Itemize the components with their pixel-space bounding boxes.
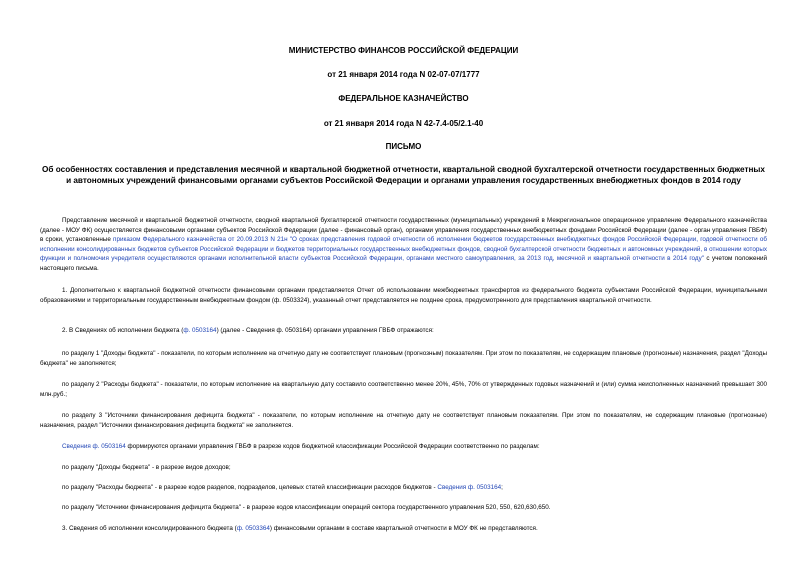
paragraph-3-text-end: ) финансовыми органами в составе квартальной отчетности в МОУ ФК не представляются. xyxy=(269,525,538,532)
paragraph-formation-text: формируются органами управления ГВБФ в разрезе кодов бюджетной классификации Российской Федерации соответственно по разделам: xyxy=(125,443,540,450)
intro-text-end: с учетом положений настоящего письма. xyxy=(40,255,767,272)
svedeniya-0503164-link-2[interactable]: Сведения ф. 0503164 xyxy=(437,484,502,491)
treasury-heading: ФЕДЕРАЛЬНОЕ КАЗНАЧЕЙСТВО xyxy=(338,94,469,103)
form-0503364-link[interactable]: ф. 0503364 xyxy=(236,525,270,532)
paragraph-sources: по разделу 3 "Источники финансирования дефицита бюджета" - показатели, по которым исполнение на отчетную дату не соответствует плановым показателям. При этом по показателям, не содержащим плановые (прогнозные) назначения, раздел "Источники финансирования дефицита бюджета" не заполняется. xyxy=(40,412,767,429)
paragraph-expense-codes-end: ; xyxy=(501,484,503,491)
intro-paragraph xyxy=(40,216,767,274)
paragraph-formation xyxy=(40,442,767,452)
paragraph-3-text: 3. Сведения об исполнении консолидированного бюджета ( xyxy=(62,525,237,532)
treasury-date: от 21 января 2014 года N 42-7.4-05/2.1-40 xyxy=(323,119,484,128)
paragraph-source-codes: по разделу "Источники финансирования дефицита бюджета" - в разрезе кодов классификации операций сектора государственного управления 520, 550, 620,630,650. xyxy=(62,504,551,511)
order-21n-link[interactable]: приказом Федерального казначейства от 20.09.2013 N 21н "О сроках представления годовой отчетности об исполнении бюджетов государственных внебюджетных фондов Российской Федерации, годовой отчетности об исполнении консолидированных бюджетов субъектов Российской Федерации и бюджетов территориальных государственных внебюджетных фондов, сводной бухгалтерской отчетности бюджетных и автономных учреждений, в отношении которых функции и полномочия учредителя осуществляются органами исполнительной власти субъектов Российской Федерации, органами местного самоуправления, за 2013 год, месячной и квартальной отчетности в 2014 году" xyxy=(40,236,767,263)
svedeniya-0503164-link[interactable]: Сведения ф. 0503164 xyxy=(62,443,126,450)
paragraph-3 xyxy=(40,524,767,534)
intro-text-start: Представление месячной и квартальной бюджетной отчетности, сводной квартальной бухгалтерской отчетности государственных (муниципальных) учреждений в Межрегиональное операционное управление Федерального казначейства (далее - МОУ ФК) осуществляется финансовыми органами субъектов Российской Федерации (далее - финансовый орган), органами управления государственных внебюджетных фондами Российской Федерации (далее - орган управления ГВБФ) в сроки, установленные xyxy=(40,217,767,244)
paragraph-2-text-end: ) (далее - Сведения ф. 0503164) органами управления ГВБФ отражаются: xyxy=(216,327,434,334)
paragraph-expense-codes-text: по разделу "Расходы бюджета" - в разрезе кодов разделов, подразделов, целевых статей классификации расходов бюджетов - xyxy=(62,484,438,491)
paragraph-2 xyxy=(40,326,767,336)
paragraph-revenue-types: по разделу "Доходы бюджета" - в разрезе видов доходов; xyxy=(62,464,231,471)
paragraph-1: 1. Дополнительно к квартальной бюджетной отчетности финансовыми органами представляется Отчет об использовании межбюджетных трансфертов из федерального бюджета субъектами Российской Федерации, муниципальными образованиями и территориальным государственным внебюджетным фондом (ф. 0503324), указанный отчет представляется не позднее срока, предусмотренного для представления квартальной отчетности. xyxy=(40,287,767,304)
document-type: ПИСЬМО xyxy=(385,142,422,151)
form-0503164-link[interactable]: ф. 0503164 xyxy=(183,327,217,334)
paragraph-2-text: 2. В Сведениях об исполнении бюджета ( xyxy=(62,327,184,334)
paragraph-expense-codes xyxy=(40,483,767,493)
ministry-heading: МИНИСТЕРСТВО ФИНАНСОВ РОССИЙСКОЙ ФЕДЕРАЦИИ xyxy=(288,46,519,55)
document-title: Об особенностях составления и представления месячной и квартальной бюджетной отчетности, квартальной сводной бухгалтерской отчетности государственных бюджетных и автономных учреждений финансовыми органами субъектов Российской Федерации и органами управления государственных внебюджетных фондов в 2014 году xyxy=(42,165,765,185)
paragraph-revenue: по разделу 1 "Доходы бюджета" - показатели, по которым исполнение на отчетную дату не соответствует плановым (прогнозным) показателям. При этом по показателям, не содержащим плановые (прогнозные) назначения, раздел "Доходы бюджета" не заполняется; xyxy=(40,350,767,367)
ministry-date: от 21 января 2014 года N 02-07-07/1777 xyxy=(327,70,480,79)
paragraph-expenses: по разделу 2 "Расходы бюджета" - показатели, по которым исполнение на квартальную дату составило соответственно менее 20%, 45%, 70% от утвержденных годовых назначений и (или) сумма неисполненных назначений превышает 300 млн.руб.; xyxy=(40,381,767,398)
